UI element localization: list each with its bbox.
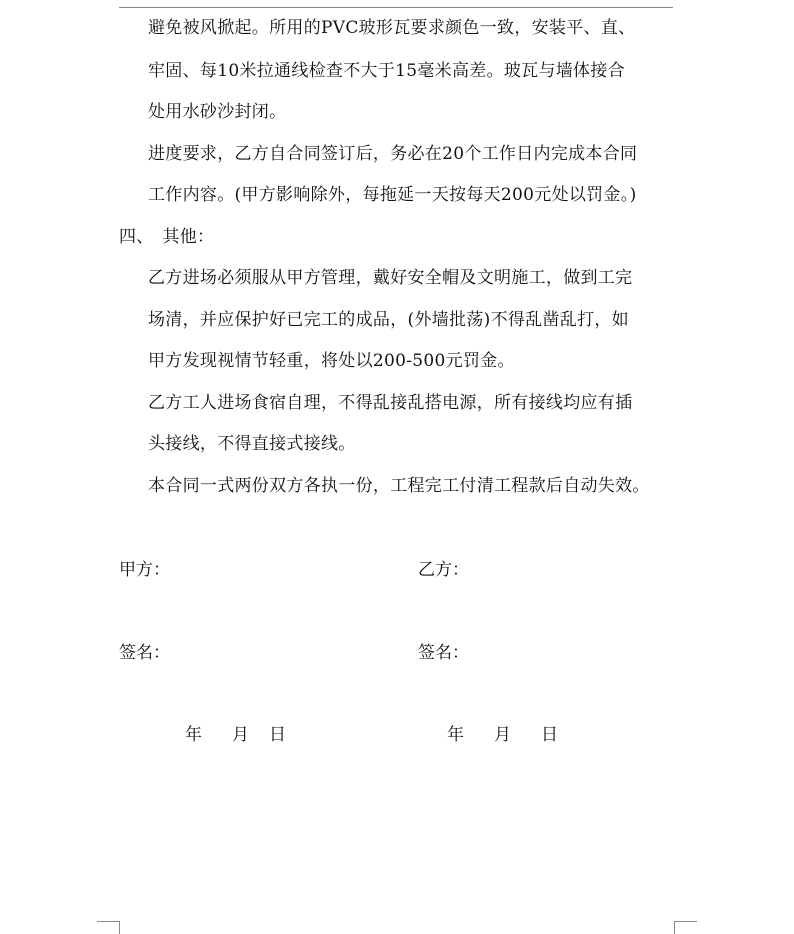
party-b-label: 乙方： — [418, 560, 469, 580]
header-rule — [119, 7, 673, 8]
body-line-3: 处用水砂沙封闭。 — [148, 102, 287, 122]
section-heading: 四、 其他： — [119, 227, 215, 247]
date-b-year: 年 — [447, 725, 464, 745]
body-line-8: 场清，并应保护好已完工的成品，(外墙批荡)不得乱凿乱打，如 — [148, 310, 629, 330]
body-line-12: 本合同一式两份双方各执一份，工程完工付清工程款后自动失效。 — [148, 476, 650, 496]
page-corner-mark-right — [674, 921, 697, 934]
body-line-2: 牢固、每10米拉通线检查不大于15毫米高差。玻瓦与墙体接合 — [148, 61, 625, 81]
body-line-10: 乙方工人进场食宿自理，不得乱接乱搭电源，所有接线均应有插 — [148, 393, 633, 413]
date-b-month: 月 — [494, 725, 511, 745]
date-a-day: 日 — [269, 725, 286, 745]
body-line-7: 乙方进场必须服从甲方管理，戴好安全帽及文明施工，做到工完 — [148, 268, 633, 288]
sign-b-label: 签名： — [418, 643, 469, 663]
body-line-9: 甲方发现视情节轻重，将处以200-500元罚金。 — [148, 351, 515, 371]
page-corner-mark-left — [97, 921, 120, 934]
body-line-4: 进度要求，乙方自合同签订后，务必在20个工作日内完成本合同 — [148, 144, 638, 164]
date-a-month: 月 — [232, 725, 249, 745]
body-line-11: 头接线，不得直接式接线。 — [148, 434, 356, 454]
sign-a-label: 签名： — [119, 643, 170, 663]
date-b-day: 日 — [541, 725, 558, 745]
party-a-label: 甲方： — [119, 560, 170, 580]
date-a-year: 年 — [185, 725, 202, 745]
body-line-5: 工作内容。(甲方影响除外，每拖延一天按每天200元处以罚金。) — [148, 185, 637, 205]
body-line-1: 避免被风掀起。所用的PVC玻形瓦要求颜色一致，安装平、直、 — [148, 18, 636, 38]
